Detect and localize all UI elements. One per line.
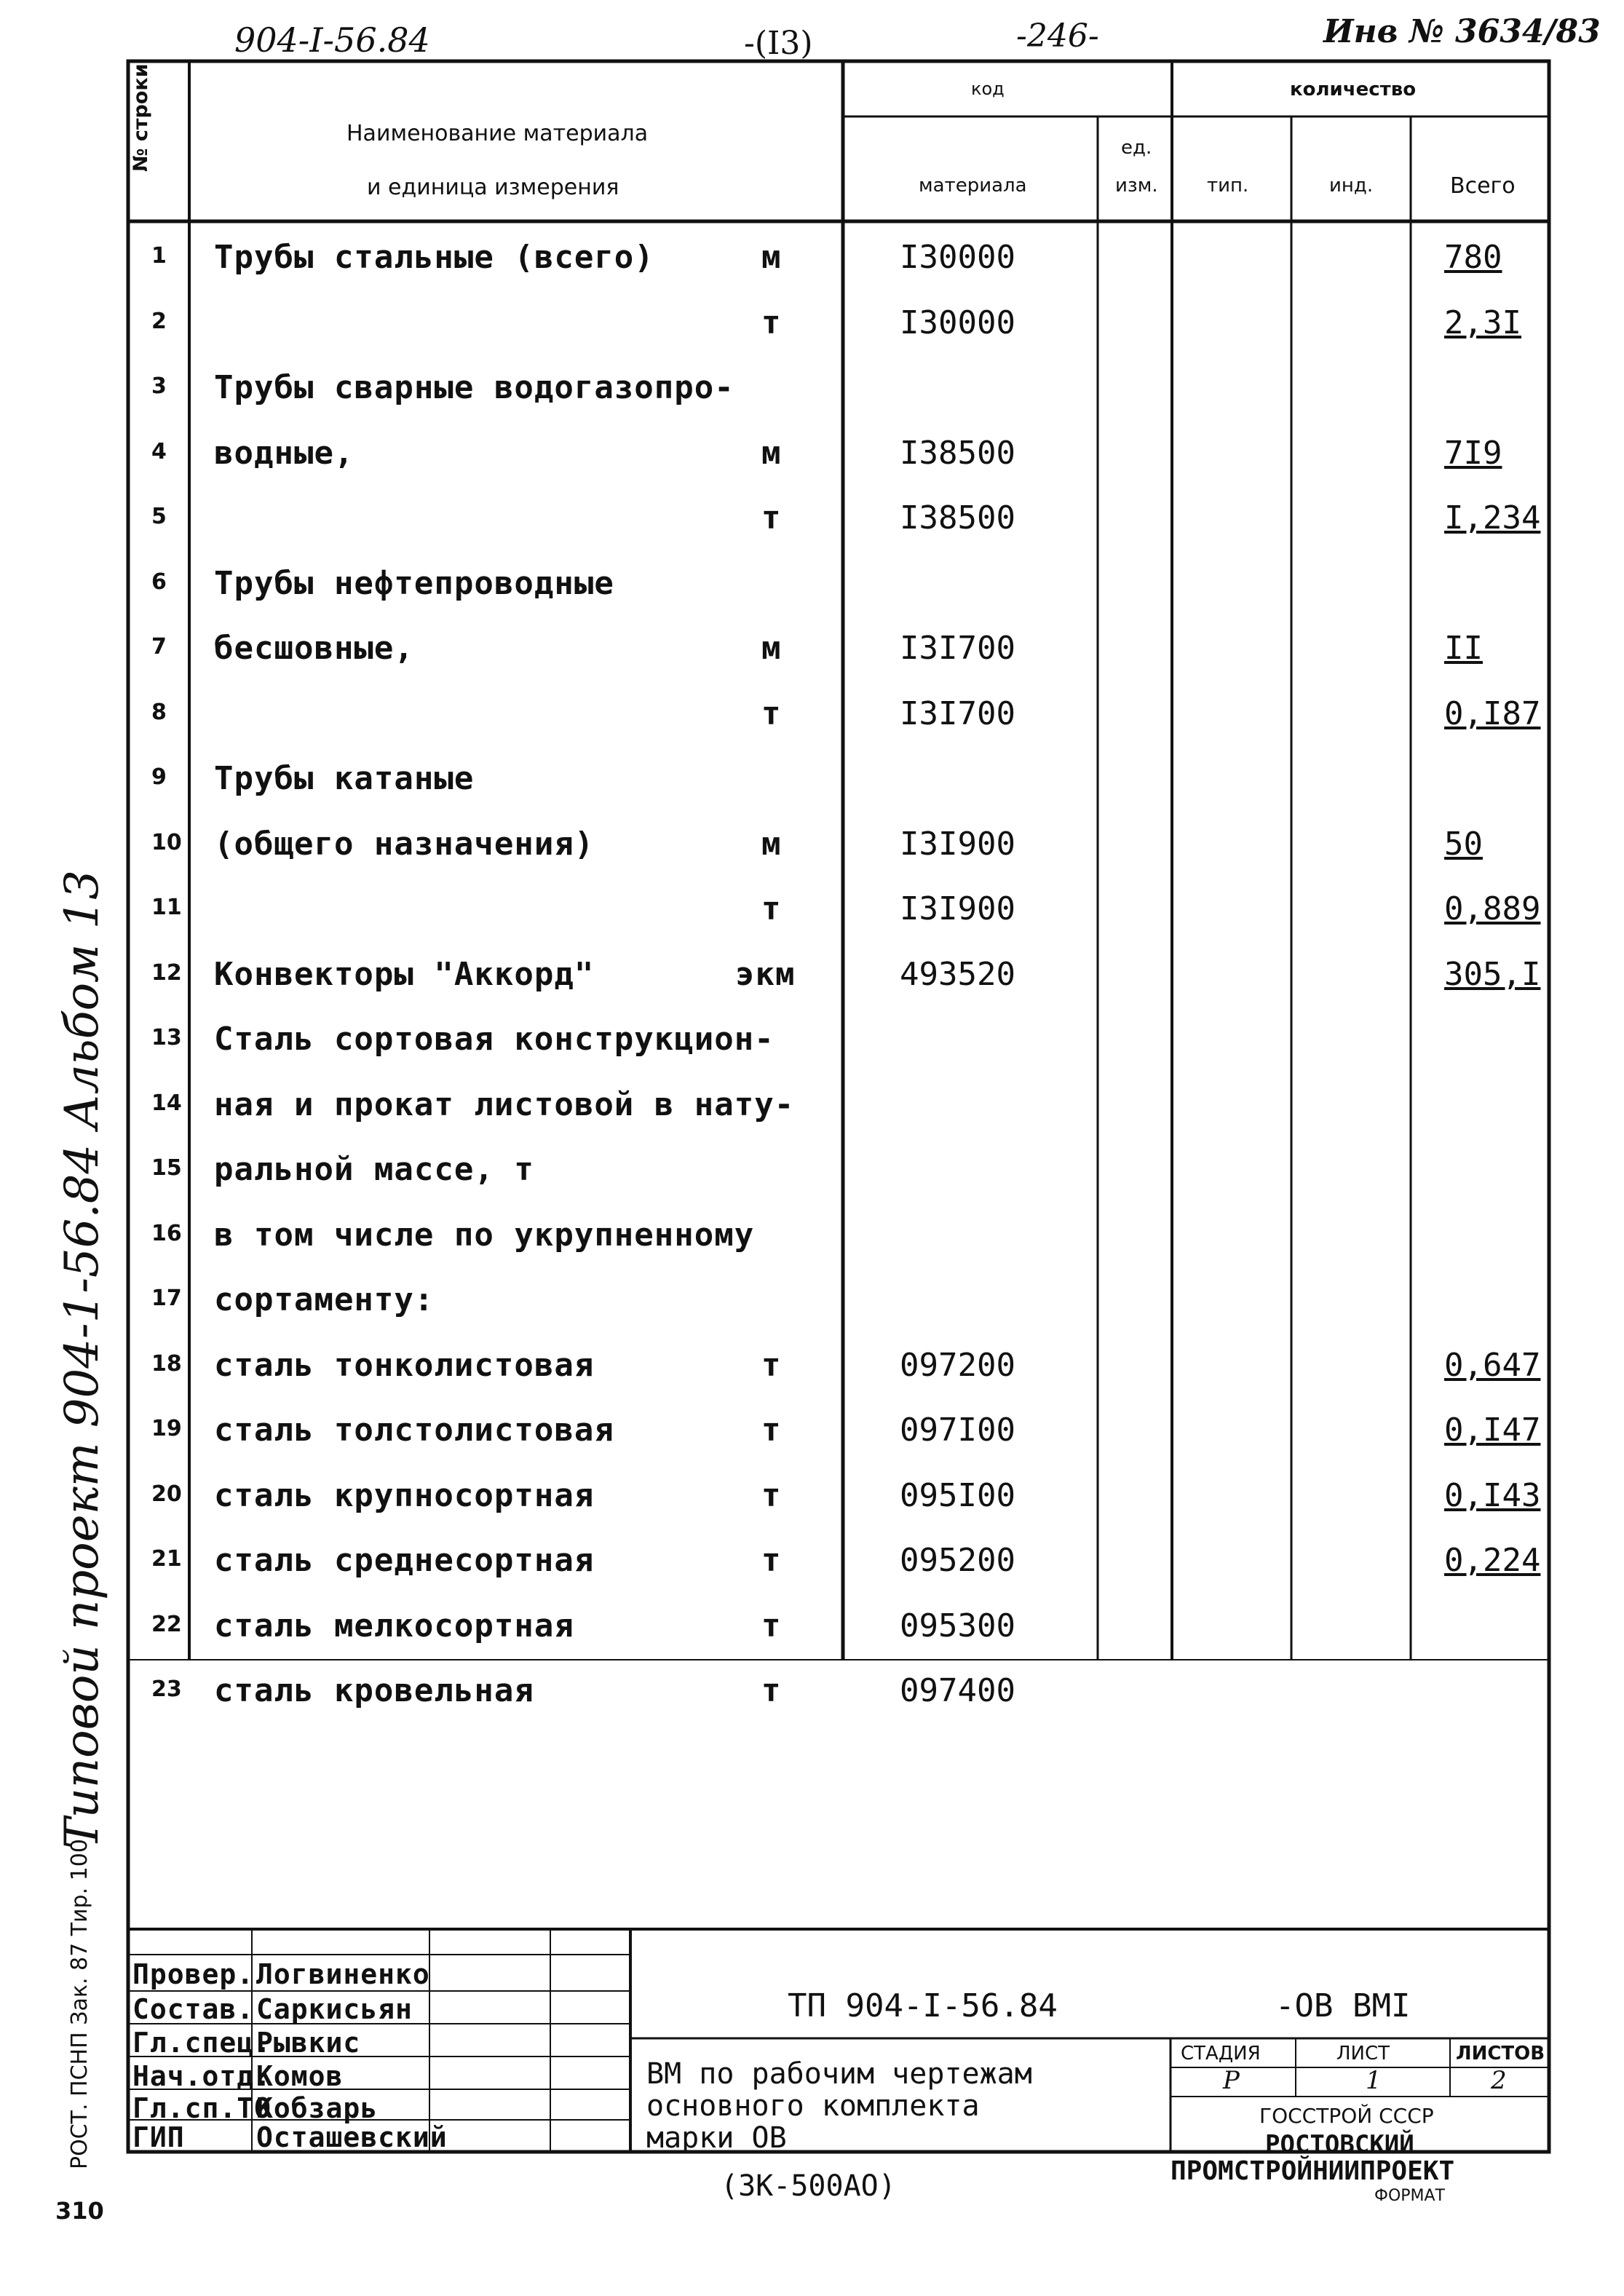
stamp-title-line3: марки ОВ — [646, 2121, 787, 2155]
signer-name: Комов — [256, 2060, 344, 2092]
row-number: 5 — [151, 504, 167, 529]
stamp-sheets-value: 2 — [1491, 2066, 1507, 2095]
signer-name: Осташевский — [256, 2121, 448, 2153]
stamp-org-line3: ПРОМСТРОЙНИИПРОЕКТ — [1171, 2156, 1455, 2186]
material-name: Конвекторы "Аккорд" — [214, 956, 595, 993]
material-code: I3I900 — [900, 826, 1015, 863]
row-number: 12 — [151, 960, 182, 986]
row-number: 18 — [151, 1351, 182, 1377]
material-code: 095I00 — [900, 1477, 1015, 1514]
material-code: I38500 — [900, 435, 1015, 472]
material-name: сталь мелкосортная — [214, 1607, 574, 1644]
row-number: 1 — [151, 243, 167, 269]
stamp-stage-value: Р — [1223, 2066, 1240, 2095]
row-number: 14 — [151, 1090, 182, 1116]
doc-code: 904-I-56.84 — [234, 20, 430, 60]
material-code: 097400 — [900, 1672, 1015, 1709]
quantity-total: 0,889 — [1444, 890, 1541, 927]
unit-of-measure: м — [761, 826, 782, 863]
row-number: 9 — [151, 764, 167, 790]
material-code: I3I700 — [900, 695, 1015, 732]
material-name: водные, — [214, 435, 354, 472]
header-name-line1: Наименование материала — [346, 121, 649, 146]
stamp-sheet-value: 1 — [1366, 2066, 1382, 2095]
stamp-org-line1: ГОССТРОЙ СССР — [1259, 2104, 1434, 2128]
unit-of-measure: т — [761, 1607, 782, 1644]
signer-name: Логвиненко — [256, 1958, 430, 1990]
quantity-total: 0,224 — [1444, 1542, 1541, 1579]
material-name: ная и прокат листовой в нату- — [214, 1086, 795, 1123]
page-no: 310 — [55, 2197, 104, 2225]
material-code: 097I00 — [900, 1412, 1015, 1449]
quantity-total: 305,I — [1444, 956, 1541, 993]
stamp-org-line2: РОСТОВСКИЙ — [1265, 2130, 1414, 2159]
material-name: Трубы нефтепроводные — [214, 565, 614, 602]
material-name: Трубы сварные водогазопро- — [214, 369, 734, 406]
header-qty-type: тип. — [1207, 175, 1249, 197]
material-code: I38500 — [900, 499, 1015, 537]
signer-role: ГИП — [132, 2121, 185, 2153]
unit-of-measure: т — [761, 1477, 782, 1514]
material-code: 095300 — [900, 1607, 1015, 1644]
row-number: 20 — [151, 1481, 182, 1507]
signer-role: Гл.спец. — [132, 2027, 272, 2059]
material-name: бесшовные, — [214, 630, 414, 667]
row-number: 17 — [151, 1286, 182, 1311]
row-number: 19 — [151, 1416, 182, 1441]
signer-role: Состав. — [132, 1993, 255, 2025]
header-code-unit-2: изм. — [1115, 175, 1158, 197]
signer-name: Саркисьян — [256, 1993, 413, 2025]
quantity-total: 0,647 — [1444, 1347, 1541, 1384]
signer-role: Нач.отд. — [132, 2060, 272, 2092]
header-qty-total: Всего — [1450, 173, 1516, 199]
material-name: сталь тонколистовая — [214, 1347, 595, 1384]
material-name: сталь кровельная — [214, 1672, 534, 1709]
material-name: в том числе по укрупненному — [214, 1216, 755, 1254]
material-name: Трубы катаные — [214, 760, 475, 797]
page-number: -246- — [1016, 17, 1099, 55]
signer-name: Рывкис — [256, 2027, 361, 2059]
row-number: 15 — [151, 1155, 182, 1181]
material-name: сталь среднесортная — [214, 1542, 595, 1579]
stamp-title-line1: ВМ по рабочим чертежам — [646, 2057, 1032, 2091]
unit-of-measure: т — [761, 304, 782, 341]
header-name-line2: и единица измерения — [367, 175, 619, 200]
material-code: I30000 — [900, 304, 1015, 341]
row-number: 7 — [151, 634, 167, 660]
material-name: Трубы стальные (всего) — [214, 239, 654, 276]
signer-role: Гл.сп.ТО — [132, 2092, 272, 2124]
material-name: (общего назначения) — [214, 826, 595, 863]
row-number: 22 — [151, 1612, 182, 1637]
material-name: ральной массе, т — [214, 1151, 534, 1188]
unit-of-measure: м — [761, 630, 782, 667]
header-qty-group: количество — [1290, 79, 1417, 100]
inventory-number: Инв № 3634/83 — [1323, 13, 1601, 50]
stamp-sheets-label: ЛИСТОВ — [1456, 2043, 1545, 2065]
stamp-suffix: -ОВ ВМI — [1275, 1987, 1411, 2024]
material-code: 095200 — [900, 1542, 1015, 1579]
unit-of-measure: т — [761, 499, 782, 537]
sheet-number-bracket: -(I3) — [744, 25, 813, 62]
stamp-stage-label: СТАДИЯ — [1181, 2043, 1261, 2065]
quantity-total: 0,I87 — [1444, 695, 1541, 732]
quantity-total: 780 — [1444, 239, 1502, 276]
unit-of-measure: м — [761, 435, 782, 472]
unit-of-measure: т — [761, 695, 782, 732]
row-number: 3 — [151, 373, 167, 399]
unit-of-measure: т — [761, 1672, 782, 1709]
row-number: 16 — [151, 1221, 182, 1246]
header-code-material: материала — [919, 175, 1027, 197]
material-name: Сталь сортовая конструкцион- — [214, 1021, 775, 1058]
row-number: 13 — [151, 1025, 182, 1050]
material-code: I30000 — [900, 239, 1015, 276]
quantity-total: 7I9 — [1444, 435, 1502, 472]
stamp-title-line4: (ЗК-500АО) — [721, 2169, 896, 2203]
quantity-total: 0,I43 — [1444, 1477, 1541, 1514]
stamp-designation: ТП 904-I-56.84 — [788, 1987, 1058, 2024]
unit-of-measure: т — [761, 890, 782, 927]
header-qty-ind: инд. — [1329, 175, 1374, 197]
row-number: 8 — [151, 700, 167, 725]
signer-role: Провер. — [132, 1958, 255, 1990]
material-code: 493520 — [900, 956, 1015, 993]
row-number: 23 — [151, 1677, 182, 1702]
header-code-unit-1: ед. — [1121, 137, 1152, 159]
unit-of-measure: т — [761, 1347, 782, 1384]
row-number: 2 — [151, 309, 167, 334]
unit-of-measure: м — [761, 239, 782, 276]
material-name: сталь толстолистовая — [214, 1412, 614, 1449]
signer-name: Кобзарь — [256, 2092, 379, 2124]
row-number: 4 — [151, 439, 167, 464]
material-name: сортаменту: — [214, 1281, 435, 1318]
unit-of-measure: экм — [735, 956, 796, 993]
row-number: 10 — [151, 830, 182, 855]
row-number: 6 — [151, 569, 167, 595]
quantity-total: II — [1444, 630, 1483, 667]
header-code-group: код — [971, 79, 1005, 99]
quantity-total: I,234 — [1444, 499, 1541, 537]
material-code: I3I900 — [900, 890, 1015, 927]
material-code: 097200 — [900, 1347, 1015, 1384]
row-number: 11 — [151, 895, 182, 920]
unit-of-measure: т — [761, 1412, 782, 1449]
header-row-number: № строки — [130, 63, 152, 172]
print-mark: РОСТ. ПСНП Зак. 87 Тир. 100 — [67, 1839, 92, 2169]
unit-of-measure: т — [761, 1542, 782, 1579]
material-code: I3I700 — [900, 630, 1015, 667]
quantity-total: 0,I47 — [1444, 1412, 1541, 1449]
row-number: 21 — [151, 1546, 182, 1572]
stamp-format: ФОРМАТ — [1374, 2187, 1445, 2205]
quantity-total: 50 — [1444, 826, 1483, 863]
side-handwritten-note: Типовой проект 904-1-56.84 Альбом 13 — [55, 869, 109, 1849]
stamp-title-line2: основного комплекта — [646, 2089, 980, 2123]
quantity-total: 2,3I — [1444, 304, 1521, 341]
stamp-sheet-label: ЛИСТ — [1336, 2043, 1390, 2065]
material-name: сталь крупносортная — [214, 1477, 595, 1514]
